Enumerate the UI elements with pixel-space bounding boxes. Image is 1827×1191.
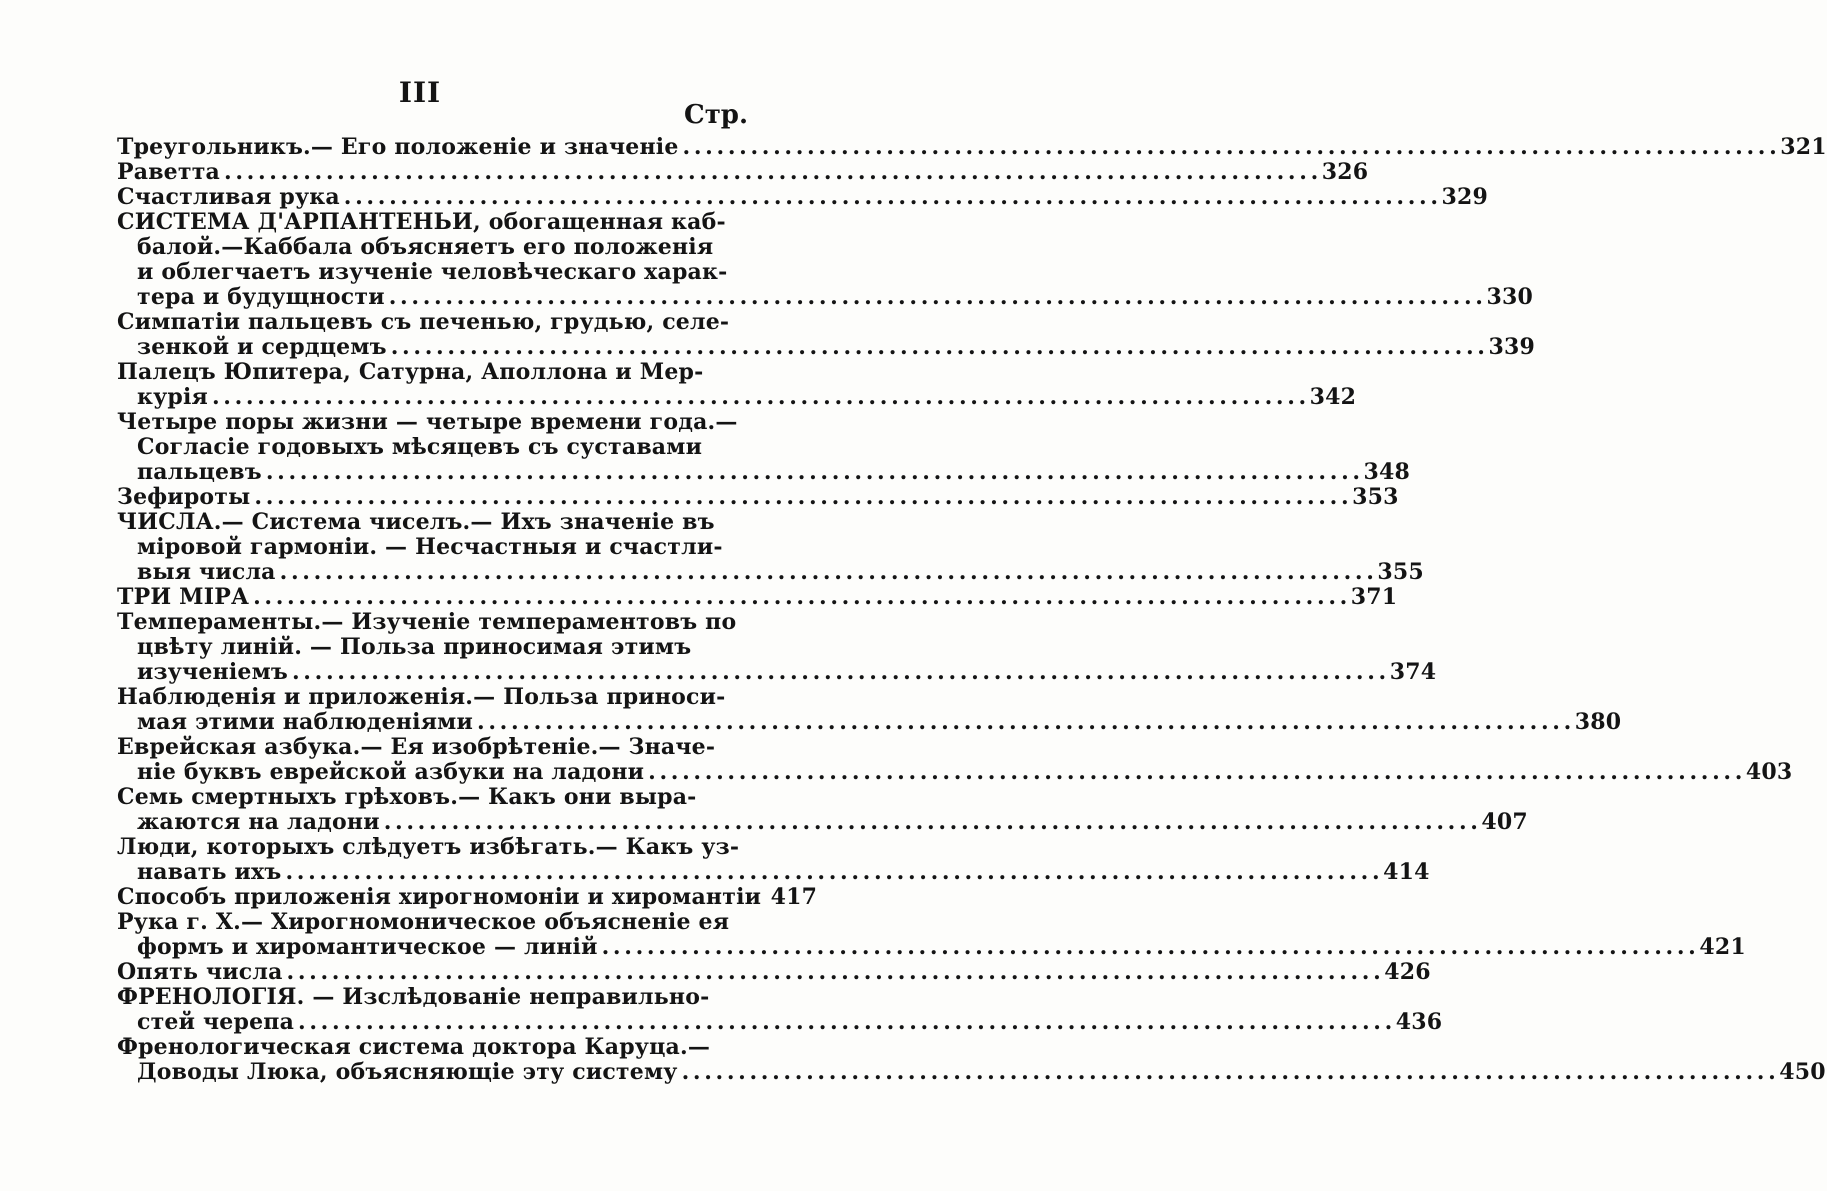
toc-page-number: 355 — [1377, 559, 1424, 585]
page-column-label: Стр. — [684, 100, 749, 130]
leader-dots — [298, 1010, 1390, 1035]
toc-page-number: 414 — [1383, 859, 1430, 885]
toc-entry-text: и облегчаетъ изученіе человѣческаго харак- — [137, 259, 728, 285]
leader-dots — [266, 460, 1358, 485]
toc-entry-text: Френологическая система доктора Каруца.— — [117, 1034, 711, 1060]
toc-entry-line — [117, 210, 737, 235]
leader-dots — [224, 160, 1316, 185]
toc-entry-text: выя числа — [137, 559, 276, 585]
toc-page-number: 450 — [1779, 1059, 1826, 1085]
toc-entry-text: ФРЕНОЛОГІЯ. — Изслѣдованіе неправильно- — [117, 984, 710, 1010]
leader-dots — [280, 560, 1372, 585]
toc-entry-text: Темпераменты.— Изученіе темпераментовъ по — [117, 609, 737, 635]
toc-page-number: 380 — [1574, 709, 1622, 735]
toc-entry-text: жаются на ладони — [137, 809, 380, 835]
leader-dots — [287, 960, 1379, 985]
toc-entry-text: Рука г. Х.— Хирогномоническое объясненіе ея — [117, 909, 730, 935]
toc-entry — [117, 159, 1369, 185]
toc-entry-line — [117, 184, 1489, 210]
toc-entry-line — [117, 310, 737, 335]
toc-entry — [117, 734, 1793, 785]
toc-entry-line — [117, 910, 737, 935]
toc-entry-text: балой.—Каббала объясняетъ его положенія — [137, 234, 714, 260]
table-of-contents — [117, 134, 1827, 1085]
leader-dots — [344, 185, 1436, 210]
toc-entry — [117, 409, 1411, 485]
toc-page-number: 348 — [1363, 459, 1411, 485]
toc-entry — [117, 359, 1357, 410]
toc-entry-line — [117, 785, 737, 810]
toc-entry-text: міровой гармоніи. — Несчастныя и счастли- — [137, 534, 723, 560]
toc-entry-text: курія — [137, 384, 208, 410]
toc-entry-text: тера и будущности — [137, 284, 385, 310]
toc-entry-line — [117, 384, 1357, 410]
toc-entry — [117, 834, 1430, 885]
toc-entry-text: Зефироты — [117, 484, 251, 510]
toc-entry — [117, 309, 1535, 360]
toc-entry-line — [117, 859, 1430, 885]
toc-page-number: 417 — [770, 884, 818, 910]
toc-entry-line — [117, 834, 740, 860]
toc-entry — [117, 134, 1827, 160]
toc-entry-text: Раветта — [117, 159, 220, 185]
toc-entry-text: Опять числа — [117, 959, 283, 985]
toc-page-number: 329 — [1441, 184, 1489, 210]
toc-entry-line — [117, 709, 1622, 735]
toc-entry-line — [117, 584, 1398, 610]
toc-entry-line — [117, 1035, 737, 1060]
toc-entry-text: Треугольникъ.— Его положеніе и значеніе — [117, 134, 679, 160]
leader-dots — [212, 385, 1304, 410]
toc-page-number: 407 — [1481, 809, 1528, 835]
leader-dots — [254, 485, 1346, 510]
toc-entry-line — [117, 959, 1431, 985]
toc-entry-line — [117, 559, 1424, 585]
toc-entry-line — [117, 809, 1528, 835]
toc-entry-text: Семь смертныхъ грѣховъ.— Какъ они выра- — [117, 784, 697, 810]
toc-entry-line — [117, 510, 737, 535]
toc-entry-line — [117, 610, 737, 635]
toc-entry-line — [117, 635, 737, 660]
leader-dots — [648, 760, 1740, 785]
toc-entry-text: Люди, которыхъ слѣдуетъ избѣгать.— Какъ уз- — [117, 834, 740, 860]
leader-dots — [285, 860, 1377, 885]
toc-entry-line — [117, 735, 737, 760]
toc-entry-text: Согласіе годовыхъ мѣсяцевъ съ суставами — [137, 434, 703, 460]
toc-page-number: 421 — [1699, 934, 1746, 960]
page-number: III — [398, 76, 442, 109]
toc-entry-text: Наблюденія и приложенія.— Польза приноси- — [117, 684, 726, 710]
toc-page-number: 330 — [1486, 284, 1533, 310]
toc-page-number: 374 — [1389, 659, 1437, 685]
toc-page-number: 339 — [1488, 334, 1535, 360]
toc-page-number: 353 — [1352, 484, 1399, 510]
toc-entry-line — [117, 260, 737, 285]
toc-entry-line — [117, 484, 1399, 510]
toc-entry-text: мая этими наблюденіями — [137, 709, 474, 735]
toc-page-number: 426 — [1384, 959, 1431, 985]
leader-dots — [683, 135, 1775, 160]
toc-entry-text: ТРИ МІРА — [117, 584, 250, 610]
toc-entry — [117, 984, 1443, 1035]
toc-entry — [117, 909, 1746, 960]
leader-dots — [477, 710, 1569, 735]
toc-entry-text: навать ихъ — [137, 859, 282, 885]
toc-entry-text: Доводы Люка, объясняющіе эту систему — [137, 1059, 678, 1085]
toc-entry-text: стей черепа — [137, 1009, 295, 1035]
toc-page-number: 342 — [1309, 384, 1357, 410]
leader-dots — [602, 935, 1694, 960]
toc-entry-line — [117, 1059, 1826, 1085]
toc-entry-line — [117, 685, 737, 710]
toc-entry — [117, 609, 1437, 685]
toc-entry-text: Счастливая рука — [117, 184, 340, 210]
toc-entry-text: зенкой и сердцемъ — [137, 334, 387, 360]
toc-entry-line — [117, 334, 1535, 360]
toc-page-number: 326 — [1321, 159, 1369, 185]
toc-entry-line — [117, 284, 1533, 310]
toc-entry-line — [117, 410, 737, 435]
toc-entry-text: цвѣту линій. — Польза приносимая этимъ — [137, 634, 692, 660]
toc-entry — [117, 209, 1533, 310]
toc-page-number: 321 — [1780, 134, 1827, 160]
toc-entry-text: Еврейская азбука.— Ея изобрѣтеніе.— Значе- — [117, 734, 716, 760]
toc-entry — [117, 584, 1398, 610]
toc-entry — [117, 184, 1489, 210]
toc-entry-text: формъ и хиромантическое — линій — [137, 934, 598, 960]
toc-entry-line — [117, 934, 1746, 960]
toc-entry-text: ніе буквъ еврейской азбуки на ладони — [137, 759, 645, 785]
toc-entry — [117, 684, 1622, 735]
toc-entry-line — [117, 459, 1411, 485]
toc-entry-text: ЧИСЛА.— Система чиселъ.— Ихъ значеніе въ — [117, 509, 715, 535]
toc-entry — [117, 784, 1528, 835]
toc-page-number: 371 — [1350, 584, 1398, 610]
toc-entry-line — [117, 134, 1827, 160]
toc-entry — [117, 884, 818, 910]
leader-dots — [253, 585, 1345, 610]
toc-entry-text: изученіемъ — [137, 659, 288, 685]
toc-entry — [117, 1034, 1826, 1085]
toc-entry-line — [117, 235, 737, 260]
toc-entry — [117, 509, 1424, 585]
toc-entry-line — [117, 435, 737, 460]
toc-entry-line — [117, 159, 1369, 185]
leader-dots — [391, 335, 1483, 360]
toc-entry-text: Палецъ Юпитера, Сатурна, Аполлона и Мер- — [117, 359, 704, 385]
toc-entry-line — [117, 659, 1437, 685]
toc-entry-line — [117, 1009, 1443, 1035]
toc-entry-text: Симпатіи пальцевъ съ печенью, грудью, селе- — [117, 309, 730, 335]
toc-entry-line — [117, 360, 737, 385]
toc-entry-line — [117, 985, 737, 1010]
toc-entry — [117, 484, 1399, 510]
toc-entry-text: Четыре поры жизни — четыре времени года.— — [117, 409, 738, 435]
leader-dots — [384, 810, 1476, 835]
leader-dots — [292, 660, 1384, 685]
toc-page-number: 436 — [1395, 1009, 1443, 1035]
toc-page-number: 403 — [1745, 759, 1793, 785]
toc-entry — [117, 959, 1431, 985]
toc-entry-text: Способъ приложенія хирогномоніи и хиромантіи — [117, 884, 762, 910]
toc-entry-line — [117, 535, 737, 560]
toc-entry-text: пальцевъ — [137, 459, 262, 485]
leader-dots — [389, 285, 1481, 310]
toc-entry-line — [117, 884, 818, 910]
leader-dots — [682, 1060, 1774, 1085]
toc-entry-text: СИСТЕМА Д'АРПАНТЕНЬИ, обогащенная каб- — [117, 209, 726, 235]
toc-entry-line — [117, 759, 1793, 785]
